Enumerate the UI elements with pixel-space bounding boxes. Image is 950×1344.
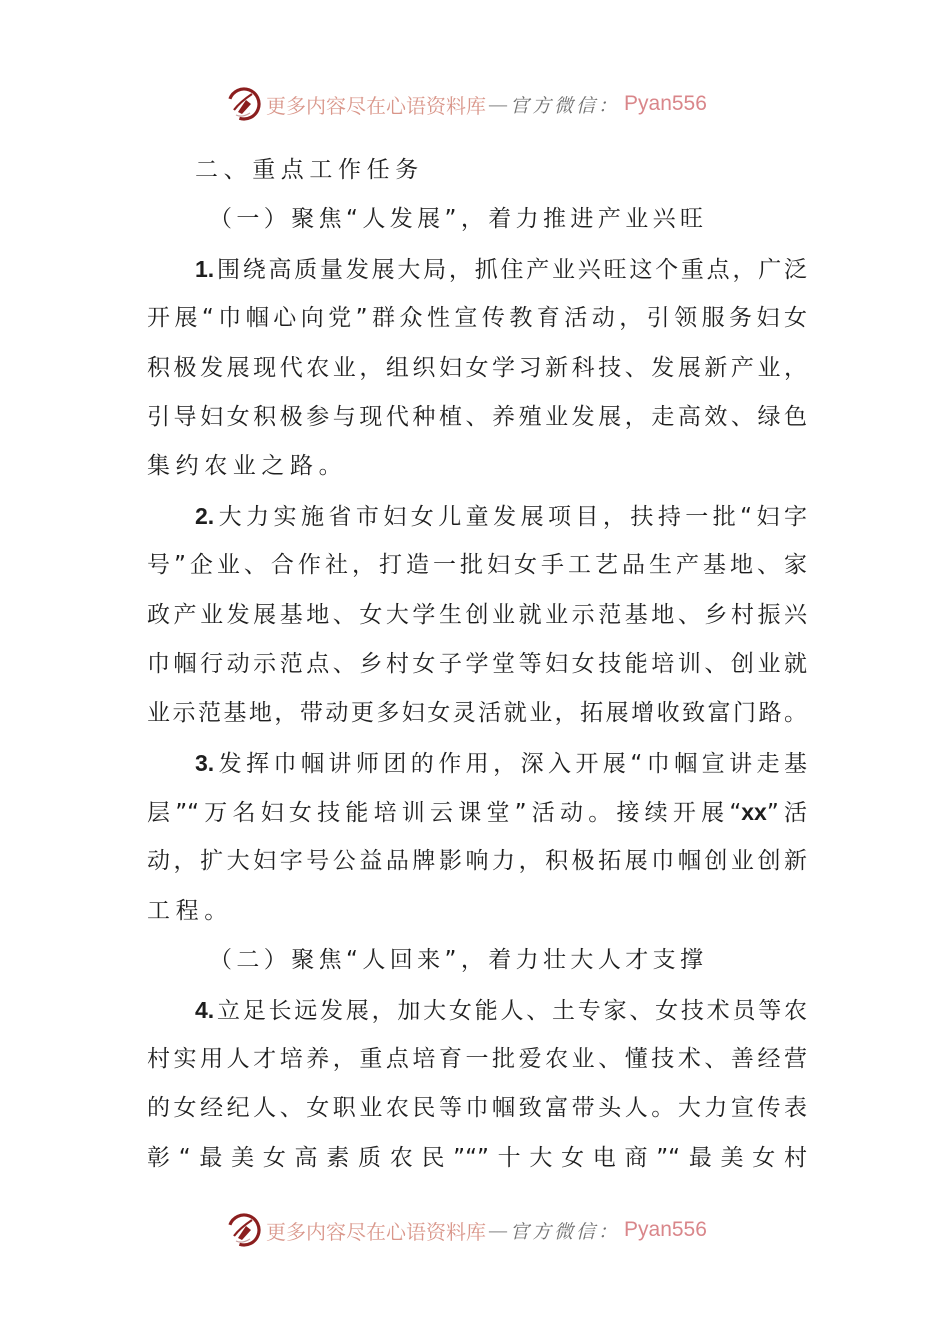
paragraph-line: 动，扩大妇字号公益品牌影响力，积极拓展巾帼创业创新: [147, 848, 807, 875]
watermark-wechat-id: Pyan556: [624, 92, 707, 115]
paragraph-line: 开展“巾帼心向党”群众性宣传教育活动，引领服务妇女: [147, 305, 807, 332]
paragraph-line: 工程。: [147, 897, 233, 924]
item-number: 3.: [195, 749, 215, 776]
line-text: 层”“万名妇女技能培训云课堂”活动。接续开展“: [147, 800, 742, 827]
watermark-official-label: 官方微信：: [510, 94, 621, 117]
line-text: ”活: [766, 800, 807, 827]
watermark-main-text: 更多内容尽在心语资料库: [266, 1219, 486, 1244]
line-text: 立足长远发展，加大女能人、土专家、女技术员等农: [214, 997, 807, 1024]
paragraph-item-4: [147, 986, 807, 1184]
paragraph-line: 的女经纪人、女职业农民等巾帼致富带头人。大力宣传表: [147, 1095, 807, 1122]
watermark-official-label: 官方微信：: [510, 1220, 621, 1243]
paragraph-line: 村实用人才培养，重点培育一批爱农业、懂技术、善经营: [147, 1046, 807, 1073]
watermark-main-text: 更多内容尽在心语资料库: [266, 93, 486, 118]
line-text: 大力实施省市妇女儿童发展项目，扶持一批“妇字: [214, 503, 807, 530]
paragraph-item-2: [147, 492, 807, 739]
pen-circle-logo-icon: [226, 1212, 262, 1248]
document-page: [147, 146, 807, 1183]
paragraph-line: 巾帼行动示范点、乡村女子学堂等妇女技能培训、创业就: [147, 650, 807, 677]
paragraph-line: [147, 492, 807, 541]
paragraph-line: [147, 245, 807, 294]
paragraph-line: 引导妇女积极参与现代种植、养殖业发展，走高效、绿色: [147, 403, 807, 430]
paragraph-line: 号”企业、合作社，打造一批妇女手工艺品生产基地、家: [147, 552, 807, 579]
subsection-heading-1: （一）聚焦“人发展”，着力推进产业兴旺: [209, 206, 708, 233]
subsection-heading-2: （二）聚焦“人回来”，着力壮大人才支撑: [209, 947, 708, 974]
paragraph-line: [147, 739, 807, 788]
footer-watermark: [226, 1210, 707, 1250]
paragraph-item-1: [147, 245, 807, 492]
item-number: 1.: [195, 255, 215, 282]
watermark-wechat-id: Pyan556: [624, 1218, 707, 1241]
item-number: 2.: [195, 502, 215, 529]
paragraph-line: 彰“最美女高素质农民”“”十大女电商”“最美女村: [147, 1144, 807, 1171]
paragraph-line: 积极发展现代农业，组织妇女学习新科技、发展新产业，: [147, 354, 807, 381]
item-number: 4.: [195, 996, 215, 1023]
paragraph-line: 业示范基地，带动更多妇女灵活就业，拓展增收致富门路。: [147, 700, 807, 727]
watermark-dash: —: [488, 92, 508, 116]
paragraph-line: 集约农业之路。: [147, 453, 348, 480]
header-watermark: [226, 84, 707, 124]
line-text: 围绕高质量发展大局，抓住产业兴旺这个重点，广泛: [214, 256, 807, 283]
paragraph-line: [147, 788, 807, 837]
line-text: 发挥巾帼讲师团的作用，深入开展“巾帼宣讲走基: [214, 750, 807, 777]
paragraph-item-3: [147, 739, 807, 937]
paragraph-line: 政产业发展基地、女大学生创业就业示范基地、乡村振兴: [147, 601, 807, 628]
section-heading: 二、重点工作任务: [195, 157, 424, 183]
placeholder-xx: xx: [741, 799, 767, 826]
paragraph-line: [147, 986, 807, 1035]
pen-circle-logo-icon: [226, 86, 262, 122]
watermark-dash: —: [488, 1218, 508, 1242]
